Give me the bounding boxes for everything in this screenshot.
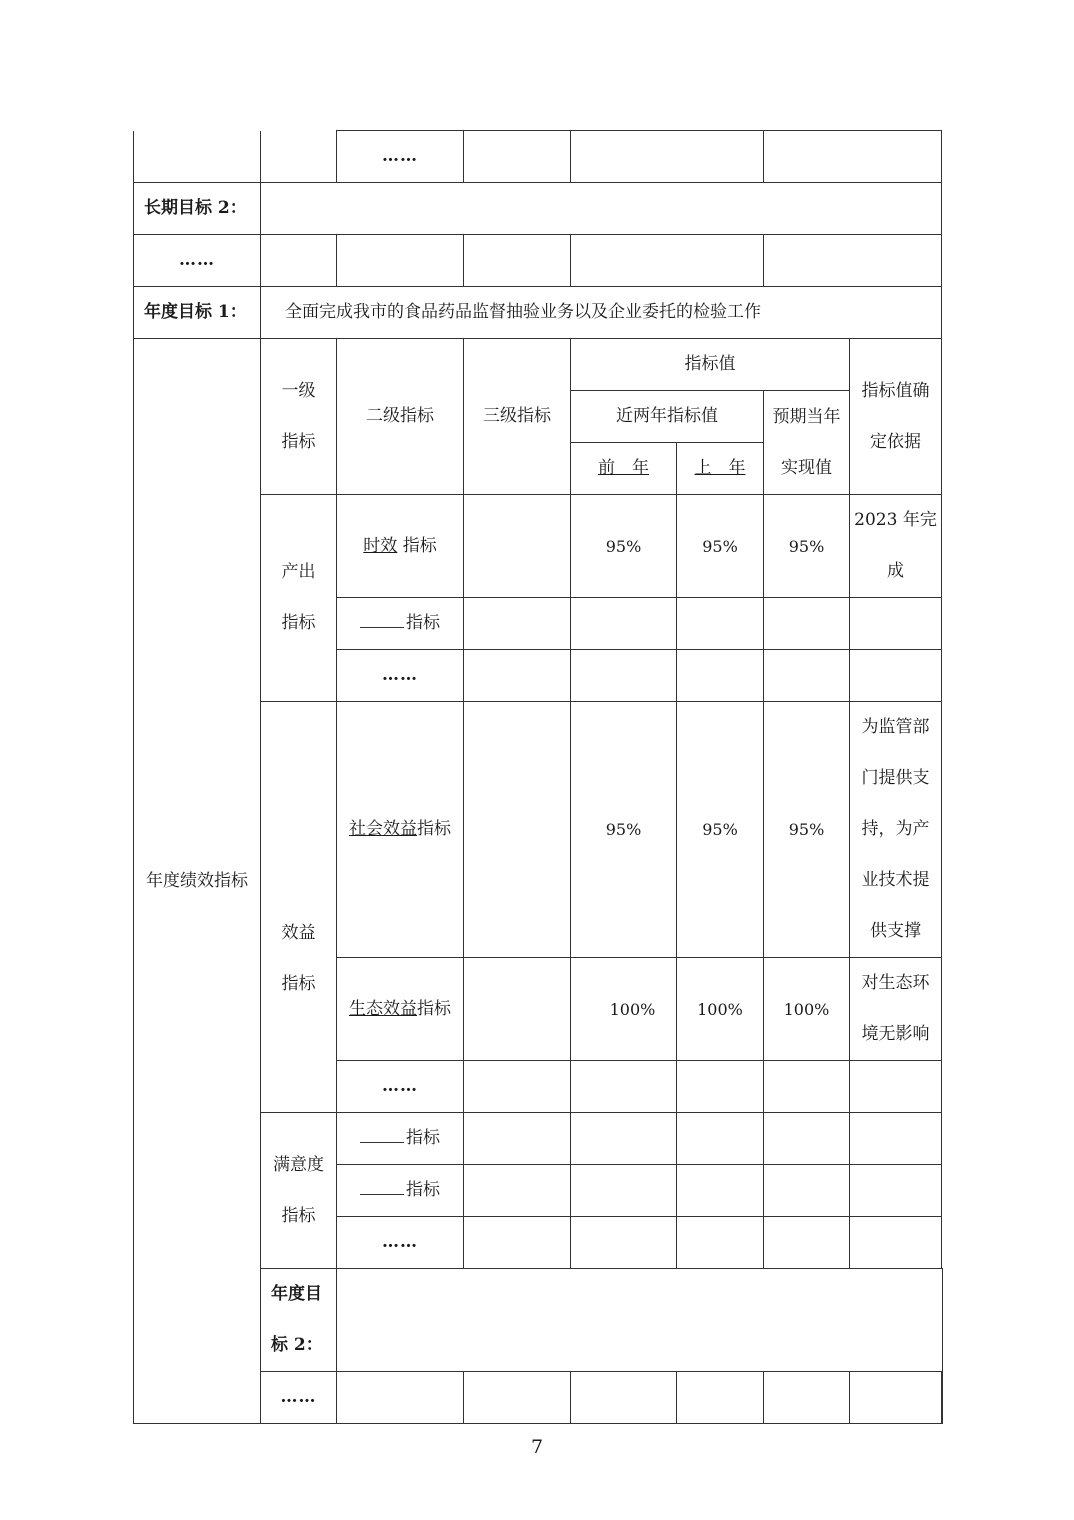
basis-header-line2: 定依据 (870, 431, 921, 452)
expected-header-line2: 实现值 (781, 457, 832, 478)
prev-year-value: 95% (571, 702, 677, 958)
prev-year-label: 前 年 (598, 458, 649, 478)
dots-cell: …… (134, 235, 261, 287)
header-row-1 (134, 339, 943, 391)
dots-cell: …… (337, 131, 464, 183)
cell (464, 1113, 571, 1165)
cell (764, 1061, 850, 1113)
basis-line: 成 (887, 561, 904, 581)
dots-cell: …… (337, 650, 464, 702)
performance-table (133, 130, 943, 1424)
expected-header (764, 391, 850, 495)
level3-cell (464, 958, 571, 1061)
satisfaction-category-line2: 指标 (281, 1205, 316, 1226)
basis-cell (850, 495, 942, 598)
cell (764, 650, 850, 702)
prev-year-value: 100% (571, 958, 677, 1061)
long-term-goal-2-row (134, 183, 943, 235)
cell (134, 131, 261, 183)
value-header: 指标值 (571, 339, 850, 391)
cell (677, 1217, 764, 1269)
level2-name-underlined: 生态效益 (349, 998, 417, 1019)
dots-cell: …… (261, 1372, 337, 1424)
basis-line: 供支撑 (870, 921, 921, 941)
annual-goal-1-row (134, 287, 943, 339)
cell (571, 1061, 677, 1113)
cell (850, 598, 942, 650)
long-term-goal-2-dots-row (134, 235, 943, 287)
page-number: 7 (530, 1436, 544, 1458)
cell (677, 1372, 764, 1424)
basis-header (850, 339, 942, 495)
basis-line: 持，为产 (861, 819, 930, 839)
level2-header: 二级指标 (337, 339, 464, 495)
level1-header-line2: 指标 (281, 431, 316, 452)
cell (850, 1061, 942, 1113)
basis-line: 业技术提 (861, 870, 930, 890)
cell (850, 1165, 942, 1217)
basis-line: 对生态环 (861, 973, 930, 993)
basis-line: 为监管部 (861, 717, 930, 737)
level2-name-suffix: 指标 (406, 1180, 440, 1200)
cell (571, 1113, 677, 1165)
cell (764, 1113, 850, 1165)
benefit-category-line1: 效益 (281, 923, 316, 943)
level2-name-underlined: 时效 (363, 535, 398, 556)
basis-line: 境无影响 (861, 1024, 930, 1044)
long-term-goal-2-content (261, 183, 942, 235)
cell (261, 131, 337, 183)
cell (677, 598, 764, 650)
expected-value: 95% (764, 495, 850, 598)
cell (764, 598, 850, 650)
last-year-value: 95% (677, 702, 764, 958)
cell (464, 1217, 571, 1269)
satisfaction-category (261, 1113, 337, 1269)
cell (764, 131, 942, 183)
level1-header (261, 339, 337, 495)
basis-cell (850, 702, 942, 958)
blank-underline (360, 1126, 404, 1143)
cell (850, 1113, 942, 1165)
level2-cell (337, 702, 464, 958)
cell (464, 650, 571, 702)
level2-cell (337, 1165, 464, 1217)
dots-cell: …… (337, 1061, 464, 1113)
level2-cell (337, 598, 464, 650)
basis-line: 门提供支 (861, 768, 930, 788)
cell (942, 1372, 943, 1424)
benefit-category (261, 702, 337, 1113)
level3-header: 三级指标 (464, 339, 571, 495)
expected-value: 95% (764, 702, 850, 958)
dots-cell: …… (337, 1217, 464, 1269)
section-label: 年度绩效指标 (134, 339, 261, 1424)
basis-line: 2023 年完 (854, 510, 937, 530)
annual-goal-2-label: 年度目标 2： (261, 1269, 337, 1372)
cell (464, 1061, 571, 1113)
cell (764, 235, 942, 287)
expected-value: 100% (764, 958, 850, 1061)
blank-underline (360, 611, 404, 628)
cell (677, 1165, 764, 1217)
cell (464, 131, 571, 183)
prev-year-value: 95% (571, 495, 677, 598)
cell (337, 235, 464, 287)
cell (464, 1165, 571, 1217)
continuation-row (134, 131, 943, 183)
output-category-line2: 指标 (281, 613, 316, 633)
level1-header-line1: 一级 (281, 380, 316, 401)
cell (850, 1372, 942, 1424)
cell (571, 1217, 677, 1269)
cell (677, 650, 764, 702)
output-category (261, 495, 337, 702)
last-year-header (677, 443, 764, 495)
cell (677, 1061, 764, 1113)
annual-goal-1-label: 年度目标 1： (134, 287, 261, 339)
cell (464, 235, 571, 287)
level2-cell (337, 495, 464, 598)
long-term-goal-2-label: 长期目标 2： (134, 183, 261, 235)
last-year-value: 95% (677, 495, 764, 598)
cell (337, 1372, 464, 1424)
cell (571, 1165, 677, 1217)
last-year-value: 100% (677, 958, 764, 1061)
expected-header-line1: 预期当年 (772, 406, 841, 427)
cell (764, 1165, 850, 1217)
basis-cell (850, 958, 942, 1061)
basis-header-line1: 指标值确 (861, 380, 930, 401)
output-category-line1: 产出 (281, 562, 316, 582)
annual-goal-2-content (337, 1269, 943, 1372)
last-year-label: 上 年 (694, 458, 746, 478)
cell (764, 1217, 850, 1269)
prev-year-header (571, 443, 677, 495)
cell (850, 1217, 942, 1269)
level2-cell (337, 1113, 464, 1165)
level2-name-underlined: 社会效益 (349, 819, 417, 839)
cell (764, 1372, 850, 1424)
cell (464, 598, 571, 650)
cell (464, 1372, 571, 1424)
cell (571, 598, 677, 650)
level2-name-suffix: 指标 (417, 819, 451, 839)
level2-name-suffix: 指标 (402, 535, 437, 556)
level3-cell (464, 495, 571, 598)
recent-two-years-header: 近两年指标值 (571, 391, 764, 443)
level2-name-suffix: 指标 (406, 613, 440, 633)
cell (571, 235, 764, 287)
level2-cell (337, 958, 464, 1061)
level3-cell (464, 702, 571, 958)
benefit-category-line2: 指标 (281, 974, 316, 994)
cell (571, 131, 764, 183)
cell (850, 650, 942, 702)
level2-name-suffix: 指标 (417, 998, 451, 1019)
cell (261, 235, 337, 287)
satisfaction-category-line1: 满意度 (273, 1154, 324, 1175)
cell (571, 650, 677, 702)
cell (571, 1372, 677, 1424)
blank-underline (360, 1178, 404, 1195)
level2-name-suffix: 指标 (406, 1128, 440, 1148)
annual-goal-1-text: 全面完成我市的食品药品监督抽验业务以及企业委托的检验工作 (261, 287, 942, 339)
cell (677, 1113, 764, 1165)
